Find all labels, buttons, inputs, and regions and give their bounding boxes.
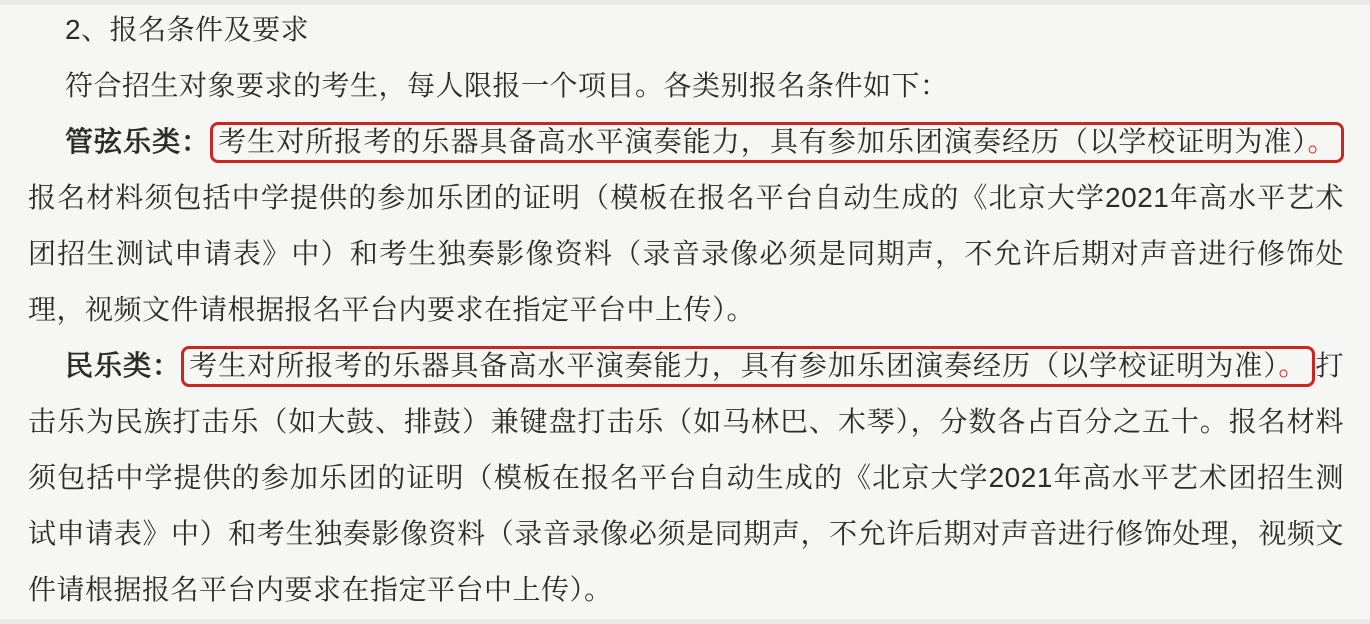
- intro-paragraph: 符合招生对象要求的考生，每人限报一个项目。各类别报名条件如下：: [65, 70, 949, 101]
- folk-red-period: 。: [1278, 350, 1308, 381]
- document-content: [28, 2, 1344, 618]
- section-heading: 2、报名条件及要求: [65, 14, 310, 45]
- folk-body-text: 打击乐为民族打击乐（如大鼓、排鼓）兼键盘打击乐（如马林巴、木琴），分数各占百分之五十。报名材料须包括中学提供的参加乐团的证明（模板在报名平台自动生成的《北京大学2021年高水平艺术团招生测试申请表》中）和考生独奏影像资料（录音录像必须是同期声，不允许后期对声音进行修饰处理，视频文件请根据报名平台内要求在指定平台中上传）。: [28, 350, 1344, 605]
- folk-paragraph: [28, 338, 1344, 618]
- folk-label: 民乐类：: [65, 350, 182, 381]
- orchestral-highlighted-text: 考生对所报考的乐器具备高水平演奏能力，具有参加乐团演奏经历（以学校证明为准）: [218, 126, 1308, 157]
- bottom-edge-shading: [0, 619, 1370, 624]
- orchestral-body-text: 报名材料须包括中学提供的参加乐团的证明（模板在报名平台自动生成的《北京大学2021年高水平艺术团招生测试申请表》中）和考生独奏影像资料（录音录像必须是同期声，不允许后期对声音进行修饰处理，视频文件请根据报名平台内要求在指定平台中上传）。: [28, 182, 1344, 325]
- highlight-box-folk: [181, 346, 1315, 387]
- orchestral-label: 管弦乐类：: [65, 126, 211, 157]
- folk-highlighted-text: 考生对所报考的乐器具备高水平演奏能力，具有参加乐团演奏经历（以学校证明为准）: [189, 350, 1279, 381]
- highlight-box-orchestral: [210, 122, 1344, 163]
- orchestral-red-period: 。: [1307, 126, 1336, 157]
- orchestral-paragraph: [28, 114, 1344, 338]
